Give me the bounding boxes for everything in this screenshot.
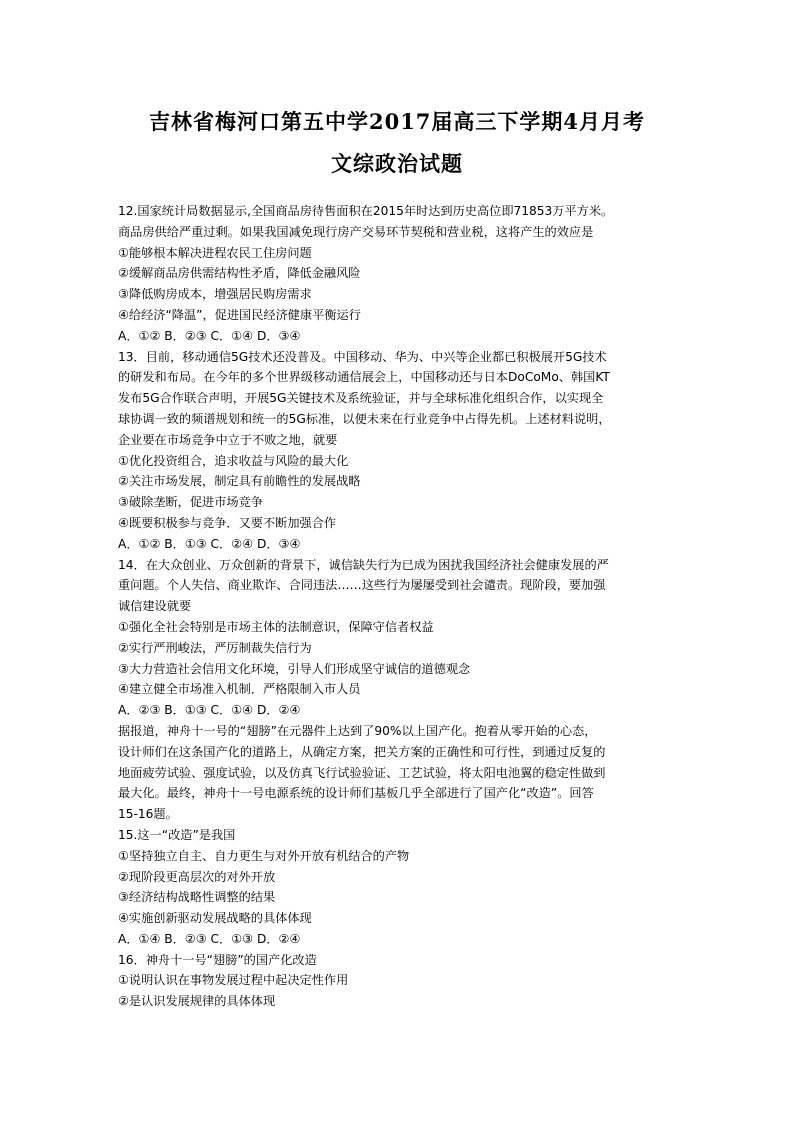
text-line: 13．目前，移动通信5G技术还没普及。中国移动、华为、中兴等企业都已积极展开5G技术 [118, 349, 607, 364]
text-line: 16．神舟十一号“翅膀”的国产化改造 [118, 952, 317, 967]
text-line: ①强化全社会特别是市场主体的法制意识，保障守信者权益 [118, 619, 434, 634]
text-line: 地面疲劳试验、强度试验，以及仿真飞行试验验证、工艺试验，将太阳电池翼的稳定性做到 [118, 765, 606, 780]
document-subtitle: 文综政治试题 [331, 151, 463, 176]
text-line: 球协调一致的频谱规划和统一的5G标准，以便未来在行业竞争中占得先机。上述材料说明， [118, 411, 611, 426]
text-line: A．①④ B．②③ C．①③ D．②④ [118, 931, 301, 946]
text-line: A．①② B．②③ C．①④ D．③④ [118, 328, 301, 343]
text-line: ③降低购房成本，增强居民购房需求 [118, 287, 312, 302]
text-line: ④实施创新驱动发展战略的具体体现 [118, 911, 312, 926]
text-line: ②是认识发展规律的具体体现 [118, 994, 276, 1009]
text-line: ①优化投资组合，追求收益与风险的最大化 [118, 453, 349, 468]
text-line: 商品房供给严重过剩。如果我国减免现行房产交易环节契税和营业税，这将产生的效应是 [118, 224, 594, 239]
document-title: 吉林省梅河口第五中学2017届高三下学期4月月考 [148, 109, 646, 134]
text-line: ②关注市场发展，制定具有前瞻性的发展战略 [118, 474, 361, 489]
text-line: ①能够根本解决进程农民工住房问题 [118, 245, 312, 260]
text-line: ②实行严刑峻法，严厉制裁失信行为 [118, 640, 312, 655]
text-line: ②缓解商品房供需结构性矛盾，降低金融风险 [118, 266, 361, 281]
text-line: ②现阶段更高层次的对外开放 [118, 869, 276, 884]
text-line: 15-16题。 [118, 807, 178, 822]
text-line: ③破除垄断，促进市场竞争 [118, 495, 263, 510]
text-line: 发布5G合作联合声明，开展5G关键技术及系统验证，并与全球标准化组织合作，以实现全 [118, 391, 604, 406]
text-line: ③大力营造社会信用文化环境，引导人们形成坚守诚信的道德观念 [118, 661, 471, 676]
text-line: A．②③ B．①③ C．①④ D．②④ [118, 703, 301, 718]
text-line: 14．在大众创业、万众创新的背景下，诚信缺失行为已成为困扰我国经济社会健康发展的严 [118, 557, 609, 572]
text-line: ①坚持独立自主、自力更生与对外开放有机结合的产物 [118, 848, 410, 863]
text-line: ④既要积极参与竞争．又要不断加强合作 [118, 515, 337, 530]
text-line: 企业要在市场竞争中立于不败之地，就要 [118, 432, 338, 447]
text-line: ③经济结构战略性调整的结果 [118, 890, 276, 905]
text-line: 12.国家统计局数据显示,全国商品房待售面积在2015年时达到历史高位即71853万平方米。 [118, 204, 614, 218]
text-line: 据报道，神舟十一号的“翅膀”在元器件上达到了90%以上国产化。抱着从零开始的心态， [118, 723, 597, 738]
text-line: ①说明认识在事物发展过程中起决定性作用 [118, 973, 349, 988]
text-line: 设计师们在这条国产化的道路上，从确定方案，把关方案的正确性和可行性，到通过反复的 [118, 744, 606, 759]
text-line: 最大化。最终，神舟十一号电源系统的设计师们基板几乎全部进行了国产化“改造”。回答 [118, 786, 594, 801]
text-line: 诚信建设就要 [118, 599, 192, 614]
text-line: A．①② B．①③ C．②④ D．③④ [118, 536, 301, 551]
text-line: 的研发和布局。在今年的多个世界级移动通信展会上，中国移动还与日本DoCoMo、韩国KT [118, 370, 610, 385]
text-line: ④建立健全市场准入机制．严格限制入市人员 [118, 682, 361, 697]
text-line: 15.这一“改造”是我国 [118, 827, 236, 842]
document-body [118, 201, 688, 1012]
text-line: 重问题。个人失信、商业欺诈、合同违法……这些行为屡屡受到社会谴责。现阶段，要加强 [118, 578, 606, 593]
text-line: ④给经济“降温”，促进国民经济健康平衡运行 [118, 307, 361, 322]
